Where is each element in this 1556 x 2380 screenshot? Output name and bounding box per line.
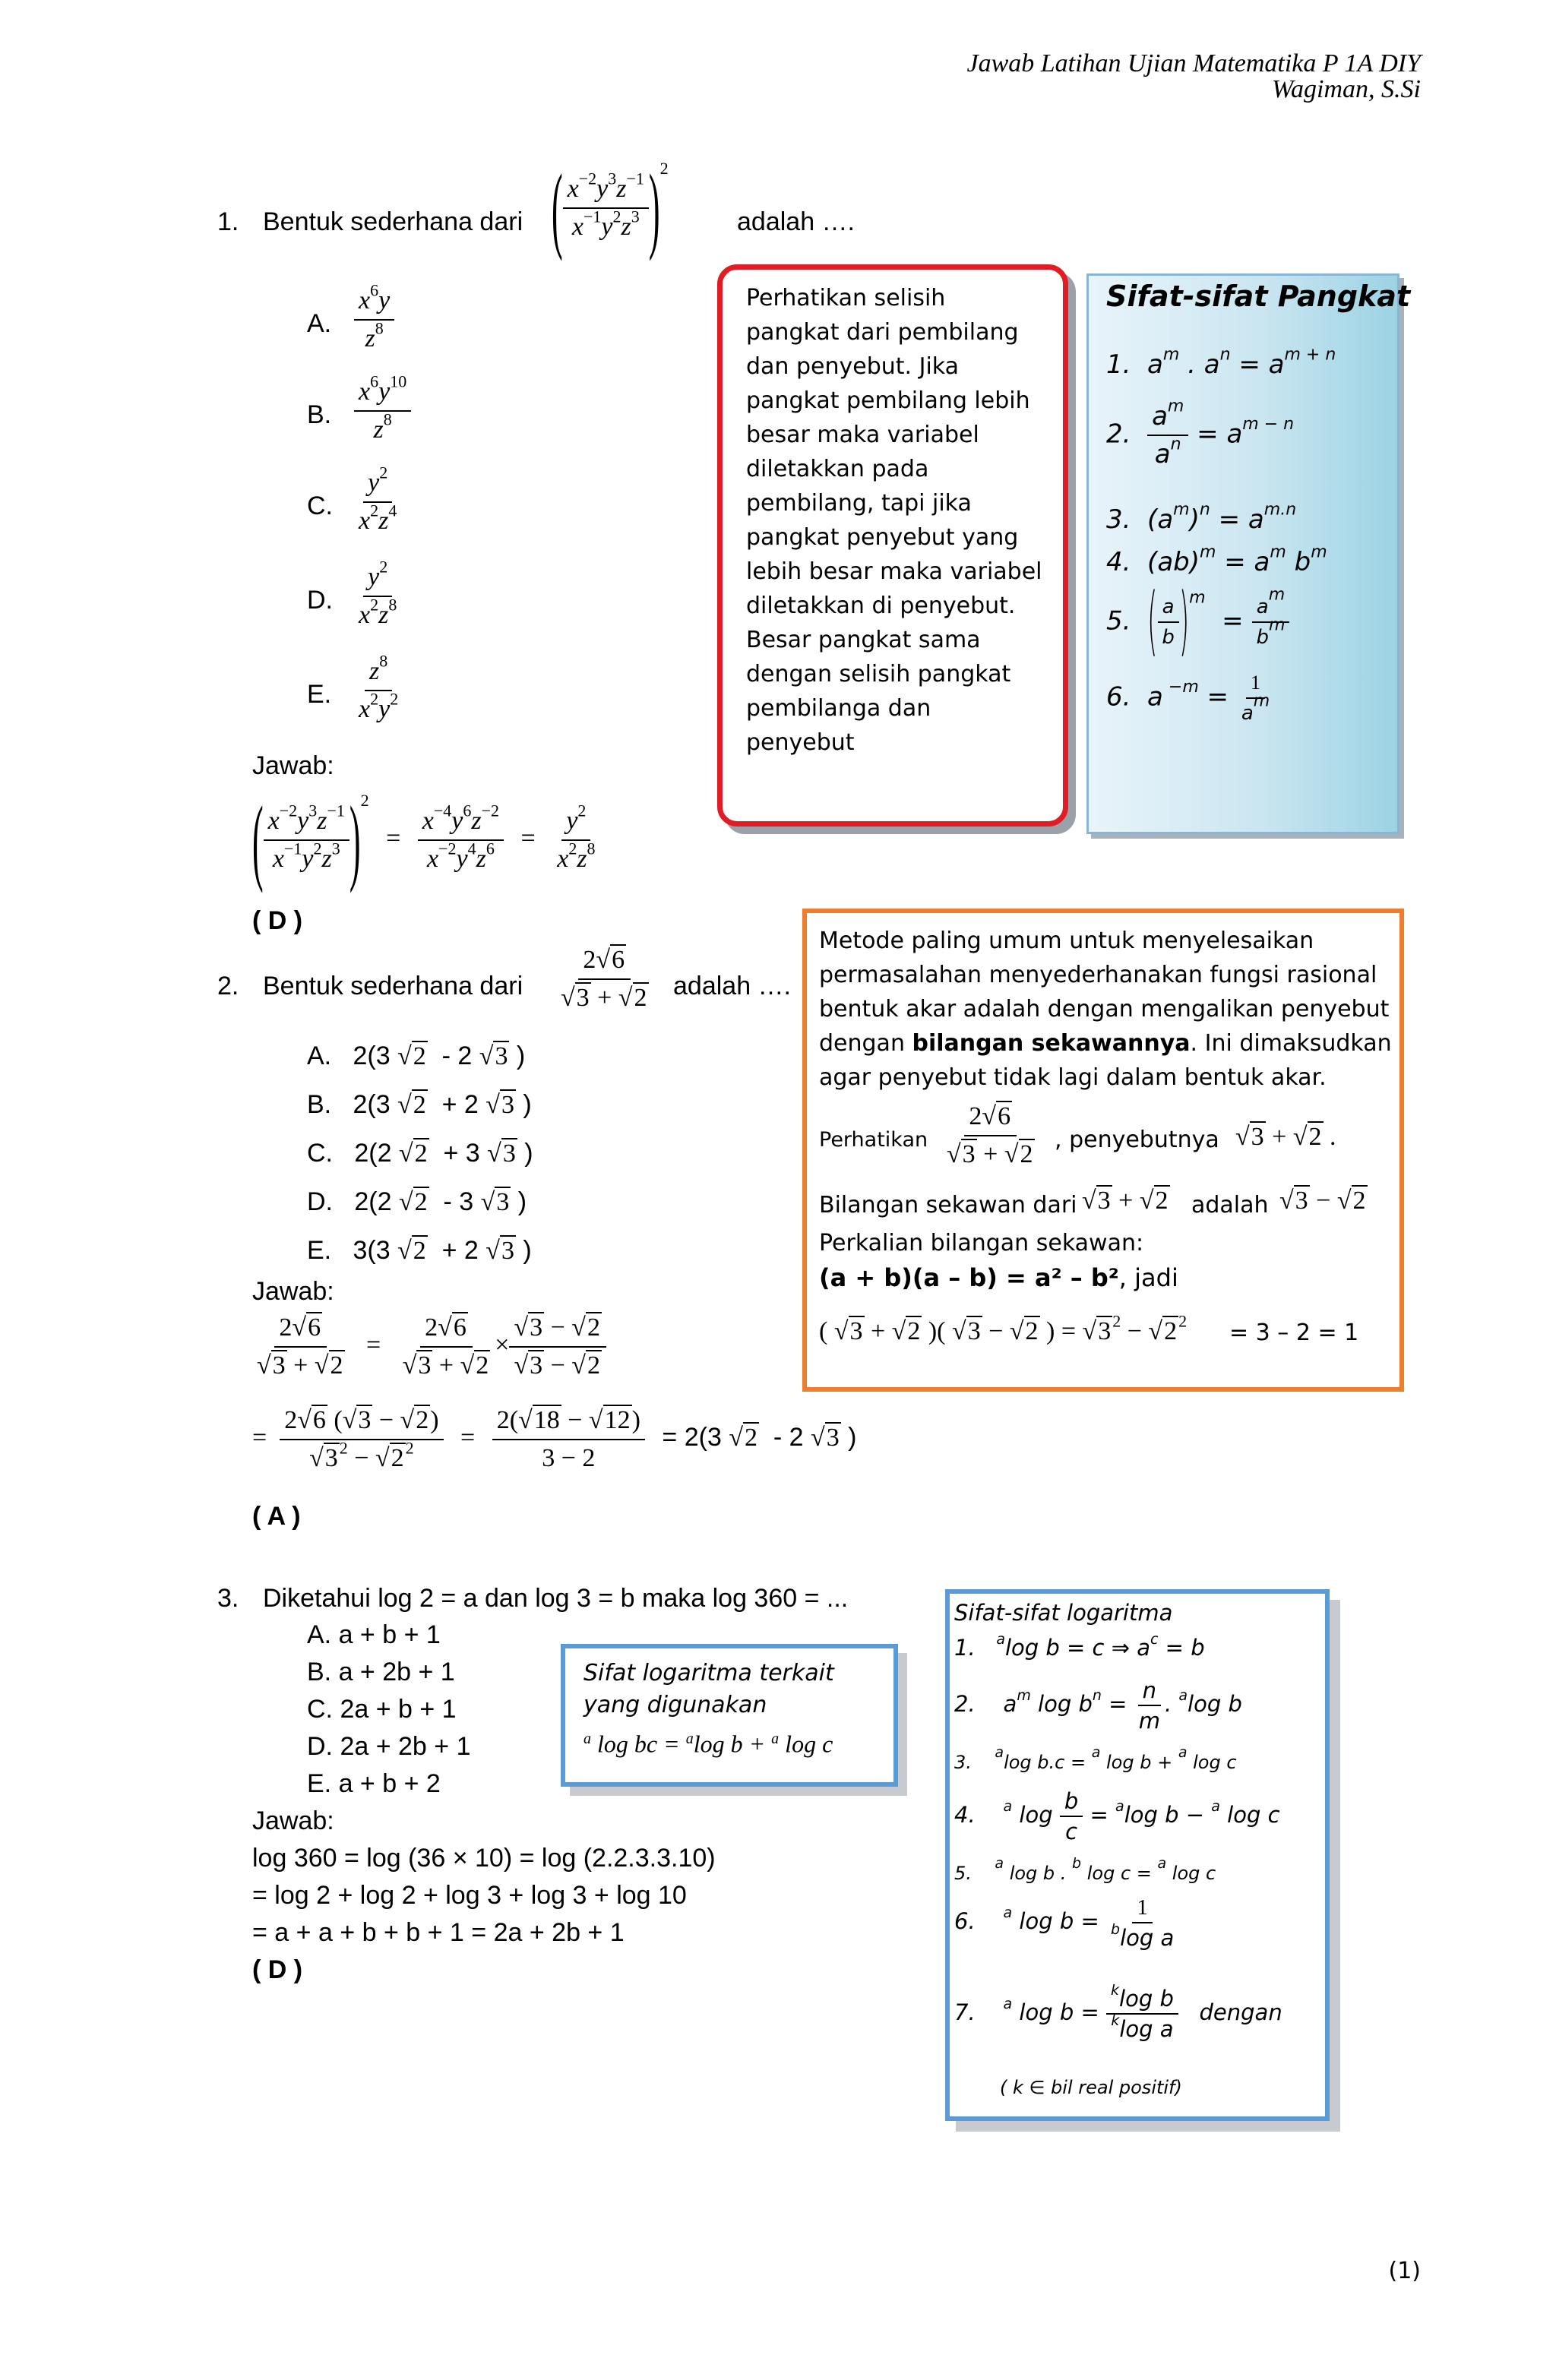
orange-line-3: bentuk akar adalah dengan mengalikan penyebut xyxy=(819,996,1390,1022)
q2-text: Bentuk sederhana dari xyxy=(263,972,523,1000)
q3-option-e: E. a + b + 2 xyxy=(307,1769,441,1798)
q3-option-d: D. 2a + 2b + 1 xyxy=(307,1732,471,1761)
orange-line-4c: . Ini dimaksudkan xyxy=(1190,1030,1392,1057)
q1-option-b-label: B. xyxy=(307,400,332,429)
q2-number: 2. xyxy=(217,972,239,1000)
q2-expression: $\frac{2√6}{√3 + √2}$ xyxy=(556,942,653,1016)
sifat-pangkat-3: 3. $(a^m)^n = a^{m.n}$ xyxy=(1106,500,1297,535)
orange-perkalian: Perkalian bilangan sekawan: xyxy=(819,1230,1144,1256)
orange-line-5: agar penyebut tidak lagi dalam bentuk akar. xyxy=(819,1064,1327,1091)
q3-text: Diketahui log 2 = a dan log 3 = b maka log 360 = ... xyxy=(263,1584,849,1613)
header-author: Wagiman, S.Si xyxy=(1271,75,1421,103)
sifat-log-6: 6. $^a$ log b = $\frac{1}{^b\log a}$ xyxy=(954,1893,1178,1952)
orange-sekawan-value: √3 − √2 xyxy=(1279,1187,1366,1215)
sifat-pangkat-2: 2. $\frac{a^m}{a^n}$ = $a^{m - n}$ xyxy=(1106,397,1295,469)
sifat-log-4: 4. $^a$ log $\frac{b}{c}$ = $^a$log b − $^a$ log c xyxy=(954,1788,1280,1844)
orange-line-4 xyxy=(819,1026,1392,1060)
q1-option-a: $\frac{x^6y}{z^8}$ xyxy=(354,283,394,357)
sifat-log-2: 2. $a^m$ $\log b^n$ = $\frac{n}{m}$ . $^a$log b xyxy=(954,1677,1242,1734)
q1-answer: ( D ) xyxy=(252,906,303,935)
q2-answer: ( A ) xyxy=(252,1502,301,1531)
q2-jawab: Jawab: xyxy=(252,1277,334,1306)
orange-penyebutnya: , penyebutnya xyxy=(1055,1127,1219,1153)
orange-line-2: permasalahan menyederhanakan fungsi rasional xyxy=(819,962,1377,988)
q1-option-d-label: D. xyxy=(307,586,333,615)
orange-hasil: = 3 – 2 = 1 xyxy=(1229,1320,1359,1346)
q3-option-b: B. a + 2b + 1 xyxy=(307,1658,455,1686)
note-selisih-pangkat: Perhatikan selisih pangkat dari pembilang dan penyebut. Jika pangkat pembilang lebih besar maka variabel diletakkan pada pembilang, tapi jika pangkat penyebut yang lebih besar maka variabel diletakkan di penyebut. Besar pangkat sama dengan selisih pangkat pembilanga dan penyebut xyxy=(746,285,1042,756)
q2-suffix: adalah …. xyxy=(673,972,791,1000)
header-title: Jawab Latihan Ujian Matematika P 1A DIY xyxy=(966,49,1421,77)
orange-adalah: adalah xyxy=(1191,1192,1269,1218)
small-note-line-1: Sifat logaritma terkait xyxy=(584,1660,834,1686)
q3-step-2: = log 2 + log 2 + log 3 + log 3 + log 10 xyxy=(252,1881,687,1910)
q1-option-c: $\frac{y^2}{x^2z^4}$ xyxy=(359,463,397,535)
q2-option-b: B. 2(3 √2 + 2 √3 ) xyxy=(307,1090,532,1119)
q1-option-c-label: C. xyxy=(307,491,333,520)
q3-option-c: C. 2a + b + 1 xyxy=(307,1695,457,1724)
q2-option-d: D. 2(2 √2 - 3 √3 ) xyxy=(307,1187,527,1216)
orange-rumus xyxy=(819,1261,1178,1295)
sifat-log-title: Sifat-sifat logaritma xyxy=(954,1600,1173,1626)
sifat-pangkat-5: 5. ( $\frac{a}{b}$ )$^m$ = $\frac{a^m}{b^m}$ xyxy=(1106,593,1289,652)
q3-step-3: = a + a + b + b + 1 = 2a + 2b + 1 xyxy=(252,1918,625,1947)
orange-bilangan-sekawan: bilangan sekawannya xyxy=(912,1030,1191,1057)
orange-fraction: $\frac{2√6}{√3 + √2}$ xyxy=(942,1098,1039,1173)
q1-option-b: $\frac{x^6y^{10}}{z^8}$ xyxy=(354,374,411,448)
small-note-formula: $^a$ log bc = $^a$log b + $^a$ log c xyxy=(584,1730,833,1758)
q1-number: 1. xyxy=(217,207,239,236)
q2-option-e: E. 3(3 √2 + 2 √3 ) xyxy=(307,1236,532,1265)
q2-solution-step1: $\frac{2√6}{√3 + √2}$ = $\frac{2√6}{√3 + √2}$ × $\frac{√3 - √2}{√3 - √2}$ xyxy=(252,1310,606,1384)
q2-option-a: A. 2(3 √2 - 2 √3 ) xyxy=(307,1041,526,1070)
orange-bilangan: Bilangan sekawan dari xyxy=(819,1192,1077,1218)
orange-perhatikan: Perhatikan xyxy=(819,1128,928,1152)
q1-solution: ( $\frac{x^{-2}y^3z^{-1}}{x^{-1}y^2z^3}$ )$^2$ = $\frac{x^{-4}y^6z^{-2}}{x^{-2}y^4z^6}$ = $\frac{y^2}{x^2z^8}$ xyxy=(252,785,596,895)
sifat-log-1: 1. $^a$log b = c ⇒ $a^c = b$ xyxy=(954,1630,1205,1661)
orange-bilangan-value: √3 + √2 xyxy=(1082,1187,1169,1215)
q1-text: Bentuk sederhana dari xyxy=(263,207,523,236)
orange-rumus-formula: (a + b)(a – b) = a² – b² xyxy=(819,1263,1119,1292)
sifat-log-5: 5. $^a$ log b . $^b$ log c = $^a$ log c xyxy=(954,1854,1216,1884)
sifat-log-footnote: ( k ∈ bil real positif) xyxy=(1000,2077,1182,2098)
small-note-line-2: yang digunakan xyxy=(584,1692,767,1718)
q3-step-1: log 360 = log (36 × 10) = log (2.2.3.3.10) xyxy=(252,1844,716,1873)
q1-option-e: $\frac{z^8}{x^2y^2}$ xyxy=(359,651,399,723)
sifat-pangkat-4: 4. $(ab)^m = a^m$ $b^m$ xyxy=(1106,542,1327,577)
sifat-pangkat-6: 6. a $^{-m}$ = $\frac{1}{a^m}$ xyxy=(1106,668,1274,728)
q1-jawab: Jawab: xyxy=(252,751,334,780)
sifat-log-dengan: dengan xyxy=(1199,1999,1282,2025)
q1-option-d: $\frac{y^2}{x^2z^8}$ xyxy=(359,557,397,629)
q1-suffix: adalah …. xyxy=(737,207,855,236)
q2-solution-step2: = $\frac{2√6 (√3 - √2)}{√3^2 - √2^2}$ = $\frac{2(√18 - √12)}{3 - 2}$ = 2(3 √2 - 2 √3 ) xyxy=(252,1402,856,1477)
orange-penyebut-value: √3 + √2 . xyxy=(1235,1123,1336,1151)
sifat-log-7: 7. $^a$ log b = $\frac{^k\log b}{^k\log a}$ dengan xyxy=(954,1981,1282,2042)
q1-option-e-label: E. xyxy=(307,680,332,709)
orange-result: ( √3 + √2 )( √3 − √2 ) = $√3^2 - √2^2$ xyxy=(819,1311,1188,1345)
sifat-log-3: 3. $^a$log b.c = $^a$ log b + $^a$ log c xyxy=(954,1743,1237,1773)
orange-line-1: Metode paling umum untuk menyelesaikan xyxy=(819,928,1314,954)
q2-option-c: C. 2(2 √2 + 3 √3 ) xyxy=(307,1139,533,1168)
q3-jawab: Jawab: xyxy=(252,1806,334,1835)
page-number: (1) xyxy=(1388,2258,1421,2284)
sifat-pangkat-1: 1. $a^m$ . $a^n = a^{m + n}$ xyxy=(1106,345,1336,380)
q3-number: 3. xyxy=(217,1584,239,1613)
q3-option-a: A. a + b + 1 xyxy=(307,1620,441,1649)
q3-answer: ( D ) xyxy=(252,1955,303,1984)
sifat-pangkat-title: Sifat-sifat Pangkat xyxy=(1106,280,1411,313)
orange-jadi: , jadi xyxy=(1118,1263,1178,1292)
q1-expression: ( $\frac{x^{-2}y^3z^{-1}}{x^{-1}y^2z^3}$ )$^2$ xyxy=(552,153,669,263)
orange-line-4a: dengan xyxy=(819,1030,912,1057)
q1-option-a-label: A. xyxy=(307,309,332,338)
